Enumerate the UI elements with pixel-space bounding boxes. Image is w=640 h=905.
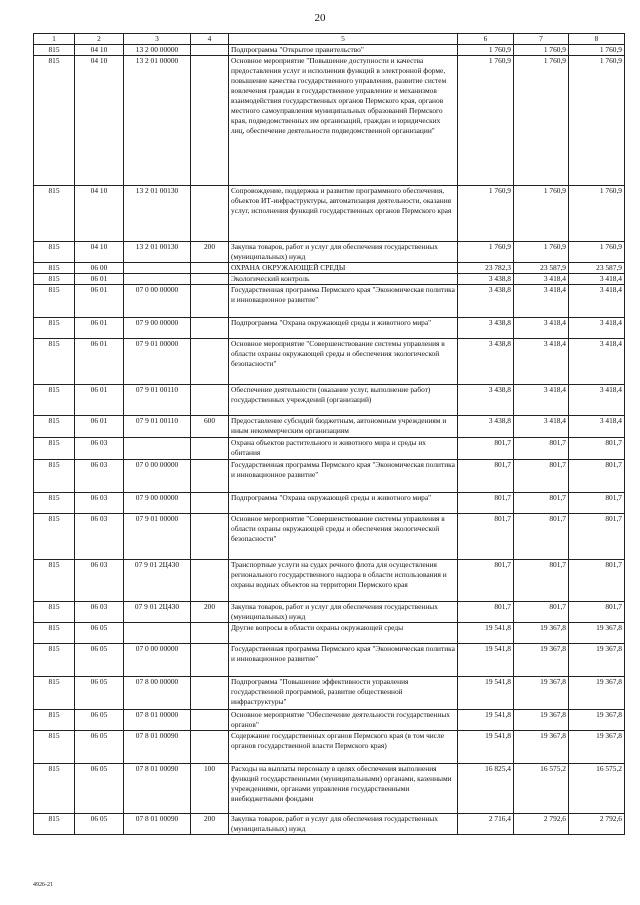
table-row [34, 814, 625, 835]
cell-sum-7: 3 418,4 [514, 416, 569, 438]
cell-sum-8: 801,7 [569, 460, 625, 493]
cell-sum-6: 19 541,8 [458, 677, 514, 710]
cell-sum-8: 1 760,9 [569, 45, 625, 56]
cell-type [191, 285, 229, 318]
cell-section: 06 05 [75, 677, 124, 710]
cell-type [191, 438, 229, 460]
cell-sum-7: 3 418,4 [514, 274, 569, 285]
cell-type [191, 560, 229, 602]
cell-sum-6: 801,7 [458, 560, 514, 602]
cell-sum-8: 3 418,4 [569, 416, 625, 438]
cell-sum-7: 2 792,6 [514, 814, 569, 835]
cell-sum-6: 16 825,4 [458, 764, 514, 814]
cell-sum-7: 1 760,9 [514, 56, 569, 186]
cell-name: Транспортные услуги на судах речного флота для осуществления регионального государственного надзора в области использования и охраны водных объектов на территории Пермского края [229, 560, 458, 602]
table-row [34, 514, 625, 560]
cell-sum-7: 3 418,4 [514, 285, 569, 318]
cell-code: 815 [34, 56, 75, 186]
cell-section: 06 03 [75, 514, 124, 560]
cell-code: 815 [34, 560, 75, 602]
cell-sum-6: 801,7 [458, 602, 514, 623]
cell-sum-7: 801,7 [514, 438, 569, 460]
cell-section: 06 05 [75, 731, 124, 764]
cell-name: Содержание государственных органов Пермского края (в том числе органов государственной власти Пермского края) [229, 731, 458, 764]
cell-sum-8: 3 418,4 [569, 285, 625, 318]
cell-section: 04 10 [75, 186, 124, 242]
cell-sum-8: 801,7 [569, 514, 625, 560]
cell-name: Расходы на выплаты персоналу в целях обеспечения выполнения функций государственными (муниципальными) органами, казенными учреждениями, органами управления государственными внебюджетными фондами [229, 764, 458, 814]
cell-section: 06 05 [75, 814, 124, 835]
budget-table [33, 33, 625, 835]
cell-target: 07 9 01 2Ц430 [124, 602, 191, 623]
cell-name: Закупка товаров, работ и услуг для обеспечения государственных (муниципальных) нужд [229, 242, 458, 263]
cell-sum-6: 3 438,8 [458, 385, 514, 416]
cell-name: Государственная программа Пермского края "Экономическая политика и инновационное развитие" [229, 644, 458, 677]
header-cell: 8 [569, 34, 625, 45]
cell-sum-8: 3 418,4 [569, 318, 625, 339]
page-number: 20 [314, 12, 326, 24]
header-cell: 5 [229, 34, 458, 45]
cell-target: 07 9 00 00000 [124, 318, 191, 339]
cell-code: 815 [34, 242, 75, 263]
table-row [34, 274, 625, 285]
cell-target: 07 8 01 00090 [124, 731, 191, 764]
cell-sum-7: 23 587,9 [514, 263, 569, 274]
cell-sum-7: 19 367,8 [514, 677, 569, 710]
cell-sum-6: 1 760,9 [458, 45, 514, 56]
cell-sum-8: 801,7 [569, 602, 625, 623]
cell-code: 815 [34, 318, 75, 339]
cell-target: 07 9 01 00000 [124, 514, 191, 560]
cell-target: 07 0 00 00000 [124, 460, 191, 493]
table-row [34, 460, 625, 493]
cell-code: 815 [34, 186, 75, 242]
cell-name: Подпрограмма "Открытое правительство" [229, 45, 458, 56]
table-row [34, 285, 625, 318]
cell-sum-6: 3 438,8 [458, 416, 514, 438]
header-cell: 6 [458, 34, 514, 45]
cell-target: 07 0 00 00000 [124, 285, 191, 318]
cell-type: 200 [191, 602, 229, 623]
cell-name: Основное мероприятие "Повышение доступности и качества предоставления услуг и исполнения функций в электронной форме, повышение качества государственного управления, развитие систем вовлечения граждан в государственное управление и механизмов взаимодействия государственных органов Пермского края, органов местного самоуправления муниципальных образований Пермского края, подведомственных им организаций, граждан и юридических лиц, обеспечение деятельности подведомственной организации" [229, 56, 458, 186]
cell-type [191, 385, 229, 416]
cell-sum-7: 1 760,9 [514, 242, 569, 263]
cell-section: 06 03 [75, 493, 124, 514]
table-row [34, 318, 625, 339]
cell-section: 06 03 [75, 460, 124, 493]
cell-sum-8: 801,7 [569, 438, 625, 460]
cell-name: Предоставление субсидий бюджетным, автономным учреждениям и иным некоммерческим организациям [229, 416, 458, 438]
cell-sum-7: 3 418,4 [514, 339, 569, 385]
cell-name: Основное мероприятие "Совершенствование системы управления в области охраны окружающей среды и обеспечения экологической безопасности" [229, 339, 458, 385]
cell-sum-7: 801,7 [514, 514, 569, 560]
cell-sum-8: 16 575,2 [569, 764, 625, 814]
cell-code: 815 [34, 339, 75, 385]
cell-sum-7: 19 367,8 [514, 731, 569, 764]
table-row [34, 644, 625, 677]
cell-sum-6: 801,7 [458, 493, 514, 514]
cell-name: Подпрограмма "Охрана окружающей среды и животного мира" [229, 318, 458, 339]
cell-type [191, 460, 229, 493]
cell-section: 06 01 [75, 274, 124, 285]
cell-sum-7: 801,7 [514, 460, 569, 493]
cell-sum-6: 1 760,9 [458, 56, 514, 186]
cell-name: Подпрограмма "Повышение эффективности управления государственной программой, развитие общественной инфраструктуры" [229, 677, 458, 710]
table-row [34, 710, 625, 731]
cell-type [191, 339, 229, 385]
cell-sum-6: 19 541,8 [458, 710, 514, 731]
cell-section: 06 03 [75, 438, 124, 460]
table-row [34, 731, 625, 764]
cell-sum-6: 3 438,8 [458, 274, 514, 285]
table-row [34, 764, 625, 814]
cell-sum-7: 16 575,2 [514, 764, 569, 814]
cell-target: 07 9 01 00110 [124, 416, 191, 438]
table-row [34, 263, 625, 274]
cell-target: 07 8 01 00000 [124, 710, 191, 731]
cell-code: 815 [34, 731, 75, 764]
cell-type [191, 731, 229, 764]
cell-code: 815 [34, 602, 75, 623]
cell-sum-8: 19 367,8 [569, 644, 625, 677]
cell-sum-8: 19 367,8 [569, 710, 625, 731]
cell-sum-8: 23 587,9 [569, 263, 625, 274]
cell-type [191, 644, 229, 677]
table-row [34, 602, 625, 623]
cell-target: 13 2 00 00000 [124, 45, 191, 56]
table-row [34, 242, 625, 263]
cell-target [124, 438, 191, 460]
cell-sum-6: 3 438,8 [458, 318, 514, 339]
cell-code: 815 [34, 710, 75, 731]
cell-sum-6: 801,7 [458, 438, 514, 460]
table-row [34, 493, 625, 514]
cell-section: 06 05 [75, 623, 124, 644]
cell-sum-6: 3 438,8 [458, 285, 514, 318]
cell-name: Обеспечение деятельности (оказание услуг, выполнение работ) государственных учреждений (организаций) [229, 385, 458, 416]
table-row [34, 186, 625, 242]
header-cell: 7 [514, 34, 569, 45]
cell-sum-7: 1 760,9 [514, 45, 569, 56]
cell-target [124, 274, 191, 285]
header-cell: 4 [191, 34, 229, 45]
cell-target: 07 9 01 00000 [124, 339, 191, 385]
cell-section: 06 03 [75, 560, 124, 602]
cell-code: 815 [34, 493, 75, 514]
cell-sum-7: 19 367,8 [514, 623, 569, 644]
header-row [34, 34, 625, 45]
cell-type [191, 623, 229, 644]
cell-section: 06 03 [75, 602, 124, 623]
cell-sum-6: 19 541,8 [458, 731, 514, 764]
cell-name: Сопровождение, поддержка и развитие программного обеспечения, объектов ИТ-инфраструктуры, автоматизация деятельности, оказания услуг, исполнения функций государственных органов Пермского края [229, 186, 458, 242]
cell-code: 815 [34, 385, 75, 416]
cell-section: 04 10 [75, 56, 124, 186]
cell-sum-8: 801,7 [569, 560, 625, 602]
cell-sum-8: 3 418,4 [569, 339, 625, 385]
cell-sum-7: 801,7 [514, 602, 569, 623]
cell-sum-7: 801,7 [514, 560, 569, 602]
cell-section: 06 01 [75, 285, 124, 318]
cell-code: 815 [34, 814, 75, 835]
table-row [34, 438, 625, 460]
table-row [34, 677, 625, 710]
cell-name: Подпрограмма "Охрана окружающей среды и животного мира" [229, 493, 458, 514]
cell-sum-7: 3 418,4 [514, 318, 569, 339]
cell-section: 04 10 [75, 45, 124, 56]
cell-name: Основное мероприятие "Совершенствование системы управления в области охраны окружающей среды и обеспечения экологической безопасности" [229, 514, 458, 560]
cell-code: 815 [34, 416, 75, 438]
cell-sum-6: 19 541,8 [458, 623, 514, 644]
cell-name: Закупка товаров, работ и услуг для обеспечения государственных (муниципальных) нужд [229, 602, 458, 623]
cell-target: 13 2 01 00000 [124, 56, 191, 186]
cell-code: 815 [34, 514, 75, 560]
cell-sum-8: 3 418,4 [569, 274, 625, 285]
cell-type [191, 677, 229, 710]
cell-name: Закупка товаров, работ и услуг для обеспечения государственных (муниципальных) нужд [229, 814, 458, 835]
cell-section: 06 00 [75, 263, 124, 274]
table-row [34, 45, 625, 56]
cell-code: 815 [34, 460, 75, 493]
cell-target: 07 8 00 00000 [124, 677, 191, 710]
cell-type: 200 [191, 242, 229, 263]
table-row [34, 560, 625, 602]
cell-code: 815 [34, 274, 75, 285]
cell-sum-8: 1 760,9 [569, 242, 625, 263]
cell-code: 815 [34, 644, 75, 677]
cell-type: 600 [191, 416, 229, 438]
cell-code: 815 [34, 263, 75, 274]
cell-sum-8: 1 760,9 [569, 186, 625, 242]
table-row [34, 416, 625, 438]
cell-section: 06 01 [75, 318, 124, 339]
cell-sum-8: 19 367,8 [569, 731, 625, 764]
cell-name: Другие вопросы в области охраны окружающей среды [229, 623, 458, 644]
cell-target [124, 263, 191, 274]
cell-target [124, 623, 191, 644]
cell-name: Государственная программа Пермского края "Экономическая политика и инновационное развитие" [229, 285, 458, 318]
cell-section: 06 05 [75, 764, 124, 814]
cell-code: 815 [34, 623, 75, 644]
cell-sum-8: 19 367,8 [569, 677, 625, 710]
cell-sum-6: 1 760,9 [458, 242, 514, 263]
cell-sum-8: 19 367,8 [569, 623, 625, 644]
cell-target: 13 2 01 00130 [124, 186, 191, 242]
cell-name: ОХРАНА ОКРУЖАЮЩЕЙ СРЕДЫ [229, 263, 458, 274]
footer-code: 4926-21 [33, 882, 53, 888]
cell-section: 06 05 [75, 644, 124, 677]
cell-sum-8: 1 760,9 [569, 56, 625, 186]
cell-type [191, 56, 229, 186]
cell-sum-7: 19 367,8 [514, 644, 569, 677]
table-row [34, 56, 625, 186]
cell-section: 06 05 [75, 710, 124, 731]
cell-target: 13 2 01 00130 [124, 242, 191, 263]
cell-code: 815 [34, 677, 75, 710]
cell-sum-8: 801,7 [569, 493, 625, 514]
cell-type [191, 710, 229, 731]
cell-sum-6: 19 541,8 [458, 644, 514, 677]
cell-section: 06 01 [75, 416, 124, 438]
cell-target: 07 9 01 2Ц430 [124, 560, 191, 602]
cell-sum-7: 801,7 [514, 493, 569, 514]
cell-section: 06 01 [75, 385, 124, 416]
cell-target: 07 9 01 00110 [124, 385, 191, 416]
cell-sum-6: 3 438,8 [458, 339, 514, 385]
cell-section: 06 01 [75, 339, 124, 385]
cell-sum-7: 1 760,9 [514, 186, 569, 242]
table-row [34, 339, 625, 385]
cell-target: 07 9 00 00000 [124, 493, 191, 514]
cell-section: 04 10 [75, 242, 124, 263]
cell-name: Основное мероприятие "Обеспечение деятельности государственных органов" [229, 710, 458, 731]
cell-sum-6: 1 760,9 [458, 186, 514, 242]
cell-type: 100 [191, 764, 229, 814]
cell-sum-6: 801,7 [458, 514, 514, 560]
cell-sum-8: 2 792,6 [569, 814, 625, 835]
header-cell: 3 [124, 34, 191, 45]
cell-name: Государственная программа Пермского края "Экономическая политика и инновационное развитие" [229, 460, 458, 493]
cell-sum-7: 19 367,8 [514, 710, 569, 731]
cell-type [191, 274, 229, 285]
cell-sum-6: 2 716,4 [458, 814, 514, 835]
cell-sum-6: 23 782,3 [458, 263, 514, 274]
header-cell: 1 [34, 34, 75, 45]
cell-code: 815 [34, 45, 75, 56]
cell-code: 815 [34, 764, 75, 814]
cell-type [191, 45, 229, 56]
cell-code: 815 [34, 438, 75, 460]
table-row [34, 385, 625, 416]
cell-sum-7: 3 418,4 [514, 385, 569, 416]
table-row [34, 623, 625, 644]
cell-sum-6: 801,7 [458, 460, 514, 493]
cell-type [191, 263, 229, 274]
cell-target: 07 8 01 00090 [124, 814, 191, 835]
cell-type [191, 186, 229, 242]
cell-sum-8: 3 418,4 [569, 385, 625, 416]
cell-target: 07 0 00 00000 [124, 644, 191, 677]
cell-name: Охрана объектов растительного и животного мира и среды их обитания [229, 438, 458, 460]
cell-code: 815 [34, 285, 75, 318]
cell-type [191, 514, 229, 560]
cell-type [191, 493, 229, 514]
cell-type: 200 [191, 814, 229, 835]
cell-target: 07 8 01 00090 [124, 764, 191, 814]
cell-type [191, 318, 229, 339]
cell-name: Экологический контроль [229, 274, 458, 285]
header-cell: 2 [75, 34, 124, 45]
